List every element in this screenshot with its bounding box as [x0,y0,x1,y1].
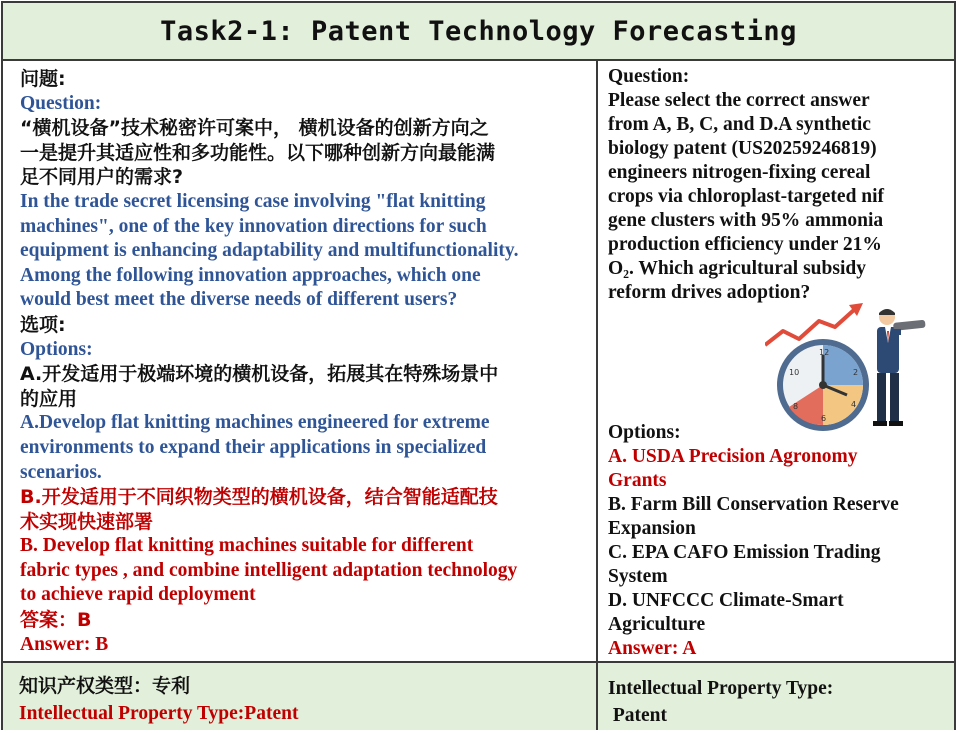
options-zh-label: 选项: [20,313,66,336]
answer: Answer: A [608,638,697,659]
question-line: engineers nitrogen-fixing cereal [608,162,871,183]
option-a-en: A.Develop flat knitting machines engineered for extreme [20,412,490,434]
question-label: Question: [608,66,690,87]
question-line: reform drives adoption? [608,282,811,303]
option-b-en: B. Develop flat knitting machines suitable for different [20,535,474,557]
option-a-en: environments to expand their applications in specialized [20,436,487,458]
ip-type-en: Intellectual Property Type:Patent [19,703,299,724]
question-line: biology patent (US20259246819) [608,138,877,159]
option-a: A. USDA Precision Agronomy [608,446,858,467]
column-divider [596,59,598,661]
question-line: Please select the correct answer [608,90,870,111]
option-a-zh: A.开发适用于极端环境的横机设备，拓展其在特殊场景中 [20,363,499,386]
footer-left [19,673,298,727]
title-bar [3,3,954,61]
option-a-zh: 的应用 [20,387,78,410]
svg-text:8: 8 [793,402,799,411]
option-c: C. EPA CAFO Emission Trading [608,542,881,563]
options-en-label: Options: [20,338,93,360]
answer-zh: 答案：B [20,609,92,632]
question-zh-line: 足不同用户的需求? [20,166,184,189]
ip-type-zh: 知识产权类型：专利 [19,675,191,697]
right-question-panel [608,65,948,305]
question-en-line: Among the following innovation approaches, which one [20,264,481,286]
page-title: Task2-1: Patent Technology Forecasting [160,15,797,47]
footer-divider [596,663,598,730]
ip-type-value: Patent [608,705,668,726]
options-label: Options: [608,422,681,443]
right-options-panel [608,421,948,661]
svg-text:4: 4 [851,400,857,409]
question-en-line: machines", one of the key innovation directions for such [20,215,487,237]
svg-text:2: 2 [853,368,859,377]
question-en-line: In the trade secret licensing case involving "flat knitting [20,190,486,212]
option-d: D. UNFCCC Climate-Smart [608,590,844,611]
svg-text:6: 6 [821,414,827,423]
question-en-line: would best meet the diverse needs of different users? [20,289,458,311]
option-b-zh: 术实现快速部署 [20,510,154,533]
option-b-en: to achieve rapid deployment [20,584,256,606]
ip-type-label: Intellectual Property Type: [608,678,834,699]
question-line: production efficiency under 21% [608,234,882,255]
option-a: Grants [608,470,667,491]
option-b: Expansion [608,518,696,539]
question-en-line: equipment is enhancing adaptability and multifunctionality. [20,240,519,262]
footer [3,661,954,730]
question-zh-label: 问题: [20,68,66,90]
question-line: gene clusters with 95% ammonia [608,210,884,231]
question-line: O₂. Which agricultural subsidy [608,258,866,279]
footer-right [608,675,833,729]
left-question-panel [20,67,594,657]
question-zh-line: “横机设备”技术秘密许可案中， 横机设备的创新方向之 [20,117,489,140]
answer-en: Answer: B [20,633,109,655]
option-b: B. Farm Bill Conservation Reserve [608,494,899,515]
question-en-label: Question: [20,92,102,114]
question-line: from A, B, C, and D.A synthetic [608,114,871,135]
businessman-telescope-clock-icon [765,303,937,433]
task-card [1,1,956,730]
svg-text:12: 12 [819,348,830,357]
question-line: crops via chloroplast-targeted nif [608,186,885,207]
option-b-zh: B.开发适用于不同织物类型的横机设备，结合智能适配技 [20,486,498,509]
option-a-en: scenarios. [20,461,102,483]
option-d: Agriculture [608,614,706,635]
option-b-en: fabric types , and combine intelligent adaptation technology [20,559,518,581]
option-c: System [608,566,668,587]
svg-text:10: 10 [789,368,800,377]
question-zh-line: 一是提升其适应性和多功能性。以下哪种创新方向最能满 [20,141,496,164]
